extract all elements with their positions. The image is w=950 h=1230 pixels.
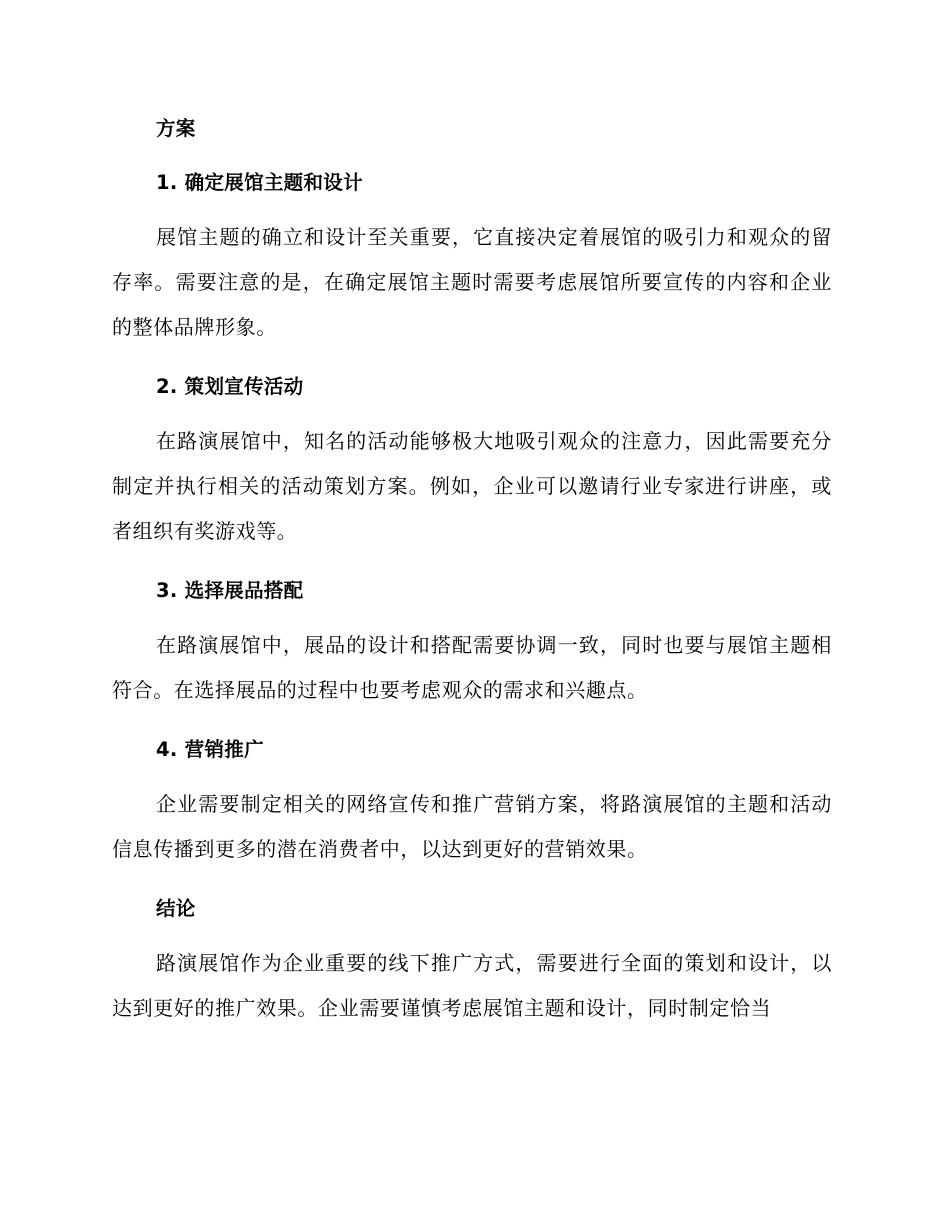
item-body-2: 在路演展馆中，知名的活动能够极大地吸引观众的注意力，因此需要充分制定并执行相关的活动策划方案。例如，企业可以邀请行业专家进行讲座，或者组织有奖游戏等。 [112, 429, 832, 543]
item-heading-1: 1. 确定展馆主题和设计 [156, 171, 363, 194]
item-body-3: 在路演展馆中，展品的设计和搭配需要协调一致，同时也要与展馆主题相符合。在选择展品的过程中也要考虑观众的需求和兴趣点。 [112, 633, 832, 702]
item-heading-2: 2. 策划宣传活动 [156, 375, 304, 398]
item-heading-4: 4. 营销推广 [156, 738, 264, 761]
item-heading-3: 3. 选择展品搭配 [156, 579, 304, 602]
item-body-4: 企业需要制定相关的网络宣传和推广营销方案，将路演展馆的主题和活动信息传播到更多的潜在消费者中，以达到更好的营销效果。 [112, 792, 832, 861]
document-body [112, 112, 832, 1031]
conclusion-title: 结论 [156, 897, 196, 920]
section-title: 方案 [156, 117, 196, 140]
conclusion-body: 路演展馆作为企业重要的线下推广方式，需要进行全面的策划和设计，以达到更好的推广效果。企业需要谨慎考虑展馆主题和设计，同时制定恰当 [112, 951, 832, 1020]
item-body-1: 展馆主题的确立和设计至关重要，它直接决定着展馆的吸引力和观众的留存率。需要注意的是，在确定展馆主题时需要考虑展馆所要宣传的内容和企业的整体品牌形象。 [112, 225, 832, 339]
